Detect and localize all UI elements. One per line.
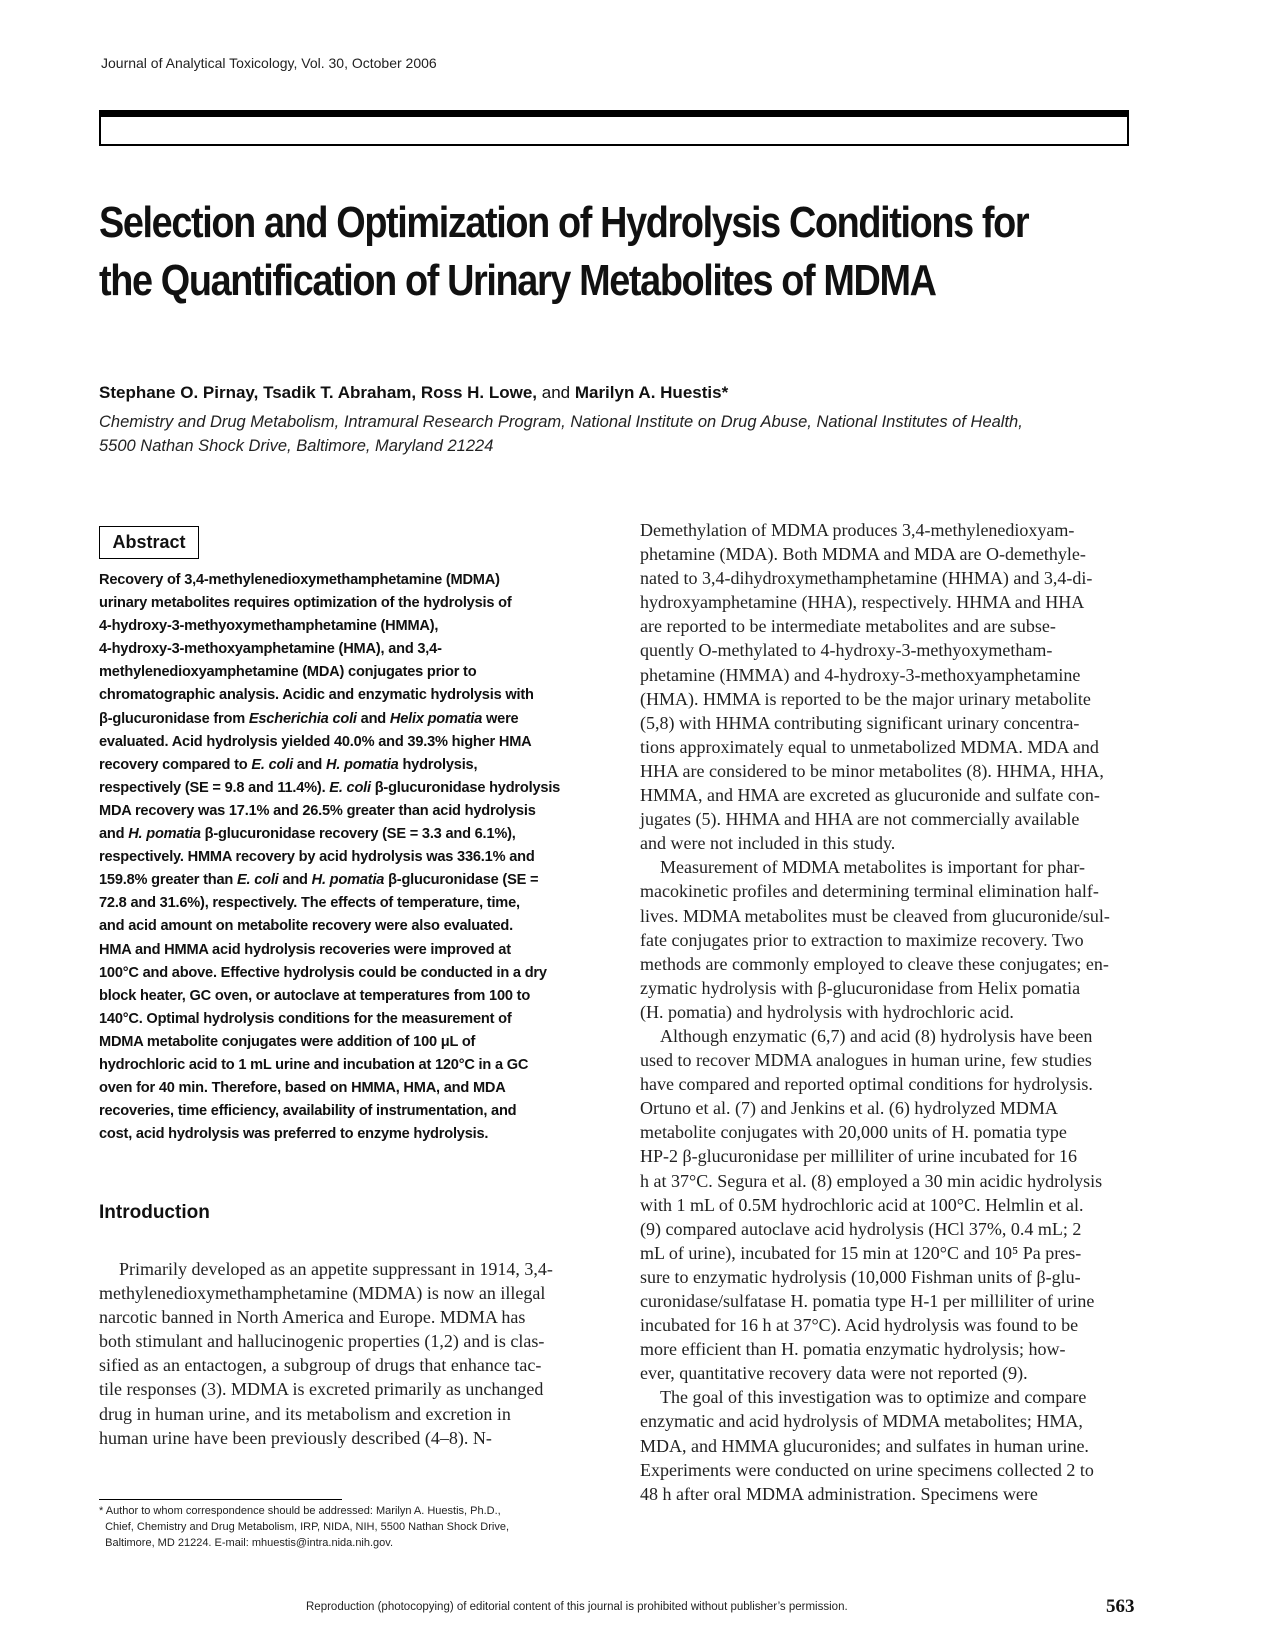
footnote-line: Chief, Chemistry and Drug Metabolism, IRP, NIDA, NIH, 5500 Nathan Shock Drive, — [99, 1521, 510, 1533]
body-line: phetamine (HMMA) and 4-hydroxy-3-methoxyamphetamine — [640, 664, 1081, 685]
abstract-line: respectively (SE = 9.8 and 11.4%). E. coli β-glucuronidase hydrolysis — [99, 779, 561, 796]
abstract-line: 100°C and above. Effective hydrolysis could be conducted in a dry — [99, 964, 547, 981]
affiliation — [99, 410, 1149, 458]
body-line: zymatic hydrolysis with β-glucuronidase from Helix pomatia — [640, 977, 1081, 998]
abstract-line: block heater, GC oven, or autoclave at temperatures from 100 to — [99, 987, 531, 1004]
introduction-line: tile responses (3). MDMA is excreted primarily as unchanged — [99, 1379, 544, 1400]
abstract-line: MDA recovery was 17.1% and 26.5% greater than acid hydrolysis — [99, 802, 536, 819]
abstract-line: Recovery of 3,4-methylenedioxymethamphetamine (MDMA) — [99, 572, 500, 588]
abstract-line: urinary metabolites requires optimization of the hydrolysis of — [99, 595, 512, 612]
body-line: MDA, and HMMA glucuronides; and sulfates in human urine. — [640, 1435, 1089, 1456]
body-line: Demethylation of MDMA produces 3,4-methylenedioxyam- — [640, 520, 1075, 540]
abstract-line: and H. pomatia β-glucuronidase recovery (SE = 3.3 and 6.1%), — [99, 826, 516, 843]
abstract-line: 4-hydroxy-3-methoxyamphetamine (HMA), and 3,4- — [99, 641, 442, 658]
body-line: h at 37°C. Segura et al. (8) employed a 30 min acidic hydrolysis — [640, 1170, 1103, 1191]
body-line: and were not included in this study. — [640, 833, 896, 854]
authors-part2: Marilyn A. Huestis* — [574, 383, 729, 402]
author-list — [99, 383, 728, 403]
body-line: incubated for 16 h at 37°C). Acid hydrolysis was found to be — [640, 1315, 1079, 1336]
footnote-line: * Author to whom correspondence should be addressed: Marilyn A. Huestis, Ph.D., — [99, 1505, 501, 1517]
introduction-line: drug in human urine, and its metabolism and excretion in — [99, 1403, 511, 1424]
body-line: are reported to be intermediate metabolites and are subse- — [640, 616, 1056, 637]
body-line: metabolite conjugates with 20,000 units of H. pomatia type — [640, 1122, 1067, 1143]
abstract-line: β-glucuronidase from Escherichia coli and Helix pomatia were — [99, 710, 519, 727]
abstract-line: 159.8% greater than E. coli and H. pomatia β-glucuronidase (SE = — [99, 872, 539, 889]
body-line: lives. MDMA metabolites must be cleaved from glucuronide/sul- — [640, 905, 1110, 926]
body-line: mL of urine), incubated for 15 min at 120°C and 10⁵ Pa pres- — [640, 1242, 1082, 1263]
body-line: HHA are considered to be minor metabolites (8). HHMA, HHA, — [640, 760, 1104, 781]
body-line: ever, quantitative recovery data were not reported (9). — [640, 1363, 1028, 1384]
abstract-line: 4-hydroxy-3-methyoxymethamphetamine (HMMA), — [99, 618, 439, 635]
body-line: macokinetic profiles and determining terminal elimination half- — [640, 881, 1099, 902]
introduction-line: human urine have been previously described (4–8). N- — [99, 1427, 492, 1448]
body-line: curonidase/sulfatase H. pomatia type H-1 per milliliter of urine — [640, 1291, 1095, 1311]
footnote-line: Baltimore, MD 21224. E-mail: mhuestis@intra.nida.nih.gov. — [99, 1537, 394, 1549]
body-line: (H. pomatia) and hydrolysis with hydrochloric acid. — [640, 1001, 1014, 1022]
body-line: HMMA, and HMA are excreted as glucuronide and sulfate con- — [640, 785, 1100, 806]
body-line: fate conjugates prior to extraction to maximize recovery. Two — [640, 929, 1084, 950]
introduction-line: Primarily developed as an appetite suppressant in 1914, 3,4- — [119, 1259, 553, 1279]
body-line: enzymatic and acid hydrolysis of MDMA metabolites; HMA, — [640, 1411, 1083, 1432]
abstract-line: methylenedioxyamphetamine (MDA) conjugates prior to — [99, 664, 477, 681]
abstract-heading: Abstract — [99, 526, 199, 559]
body-line: with 1 mL of 0.5M hydrochloric acid at 100°C. Helmlin et al. — [640, 1194, 1084, 1215]
header-rule-box — [99, 110, 1129, 146]
body-line: (9) compared autoclave acid hydrolysis (HCl 37%, 0.4 mL; 2 — [640, 1218, 1082, 1239]
introduction-line: methylenedioxymethamphetamine (MDMA) is now an illegal — [99, 1283, 546, 1304]
introduction-line: sified as an entactogen, a subgroup of drugs that enhance tac- — [99, 1355, 542, 1376]
abstract-line: cost, acid hydrolysis was preferred to enzyme hydrolysis. — [99, 1126, 489, 1143]
body-line: have compared and reported optimal conditions for hydrolysis. — [640, 1074, 1093, 1095]
right-column-body — [640, 518, 1140, 1506]
abstract-line: hydrochloric acid to 1 mL urine and incubation at 120°C in a GC — [99, 1056, 529, 1073]
authors-conjunction: and — [537, 383, 575, 402]
abstract-body — [99, 569, 589, 1146]
body-line: nated to 3,4-dihydroxymethamphetamine (HHMA) and 3,4-di- — [640, 568, 1093, 589]
body-line: sure to enzymatic hydrolysis (10,000 Fishman units of β-glu- — [640, 1266, 1081, 1287]
body-line: used to recover MDMA analogues in human urine, few studies — [640, 1050, 1092, 1071]
introduction-line: both stimulant and hallucinogenic properties (1,2) and is clas- — [99, 1331, 545, 1352]
body-line: hydroxyamphetamine (HHA), respectively. HHMA and HHA — [640, 592, 1085, 613]
title-line: the Quantification of Urinary Metabolites of MDMA — [99, 256, 936, 305]
introduction-heading: Introduction — [99, 1202, 210, 1223]
introduction-body — [99, 1257, 599, 1450]
abstract-line: 140°C. Optimal hydrolysis conditions for the measurement of — [99, 1010, 512, 1027]
affiliation-line: 5500 Nathan Shock Drive, Baltimore, Maryland 21224 — [99, 437, 494, 455]
title-line: Selection and Optimization of Hydrolysis Conditions for — [99, 198, 1029, 247]
body-line: more efficient than H. pomatia enzymatic hydrolysis; how- — [640, 1339, 1066, 1360]
footnote — [99, 1503, 599, 1551]
abstract-line: chromatographic analysis. Acidic and enzymatic hydrolysis with — [99, 687, 534, 704]
body-line: 48 h after oral MDMA administration. Specimens were — [640, 1483, 1038, 1504]
abstract-line: evaluated. Acid hydrolysis yielded 40.0% and 39.3% higher HMA — [99, 733, 532, 750]
running-head: Journal of Analytical Toxicology, Vol. 30, October 2006 — [101, 55, 437, 71]
authors-part1: Stephane O. Pirnay, Tsadik T. Abraham, Ross H. Lowe, — [99, 383, 538, 402]
abstract-line: recovery compared to E. coli and H. pomatia hydrolysis, — [99, 756, 478, 773]
footer-notice: Reproduction (photocopying) of editorial content of this journal is prohibited without publisher’s permission. — [306, 1601, 848, 1613]
page-number: 563 — [1106, 1596, 1135, 1617]
article-title — [99, 194, 1029, 310]
body-line: HP-2 β-glucuronidase per milliliter of urine incubated for 16 — [640, 1146, 1078, 1167]
body-line: (5,8) with HHMA contributing significant urinary concentra- — [640, 712, 1080, 733]
body-line: tions approximately equal to unmetabolized MDMA. MDA and — [640, 736, 1099, 757]
abstract-line: MDMA metabolite conjugates were addition of 100 μL of — [99, 1033, 476, 1050]
introduction-line: narcotic banned in North America and Europe. MDMA has — [99, 1307, 526, 1328]
body-line: Measurement of MDMA metabolites is important for phar- — [660, 857, 1086, 878]
body-line: phetamine (MDA). Both MDMA and MDA are O-demethyle- — [640, 544, 1086, 565]
body-line: methods are commonly employed to cleave these conjugates; en- — [640, 953, 1109, 974]
affiliation-line: Chemistry and Drug Metabolism, Intramural Research Program, National Institute on Drug Abuse, National Institutes of Health, — [99, 413, 1023, 431]
abstract-line: 72.8 and 31.6%), respectively. The effects of temperature, time, — [99, 895, 520, 912]
body-line: Ortuno et al. (7) and Jenkins et al. (6) hydrolyzed MDMA — [640, 1098, 1058, 1119]
body-line: (HMA). HMMA is reported to be the major urinary metabolite — [640, 688, 1091, 709]
footnote-rule — [99, 1499, 342, 1500]
body-line: Although enzymatic (6,7) and acid (8) hydrolysis have been — [660, 1025, 1093, 1046]
abstract-line: and acid amount on metabolite recovery were also evaluated. — [99, 918, 513, 935]
abstract-line: recoveries, time efficiency, availability of instrumentation, and — [99, 1103, 517, 1120]
abstract-line: HMA and HMMA acid hydrolysis recoveries were improved at — [99, 941, 511, 958]
abstract-line: oven for 40 min. Therefore, based on HMMA, HMA, and MDA — [99, 1080, 506, 1097]
body-line: The goal of this investigation was to optimize and compare — [660, 1387, 1087, 1408]
body-line: jugates (5). HHMA and HHA are not commercially available — [640, 809, 1080, 830]
body-line: quently O-methylated to 4-hydroxy-3-methyoxymetham- — [640, 640, 1053, 661]
body-line: Experiments were conducted on urine specimens collected 2 to — [640, 1459, 1094, 1480]
abstract-line: respectively. HMMA recovery by acid hydrolysis was 336.1% and — [99, 849, 535, 866]
